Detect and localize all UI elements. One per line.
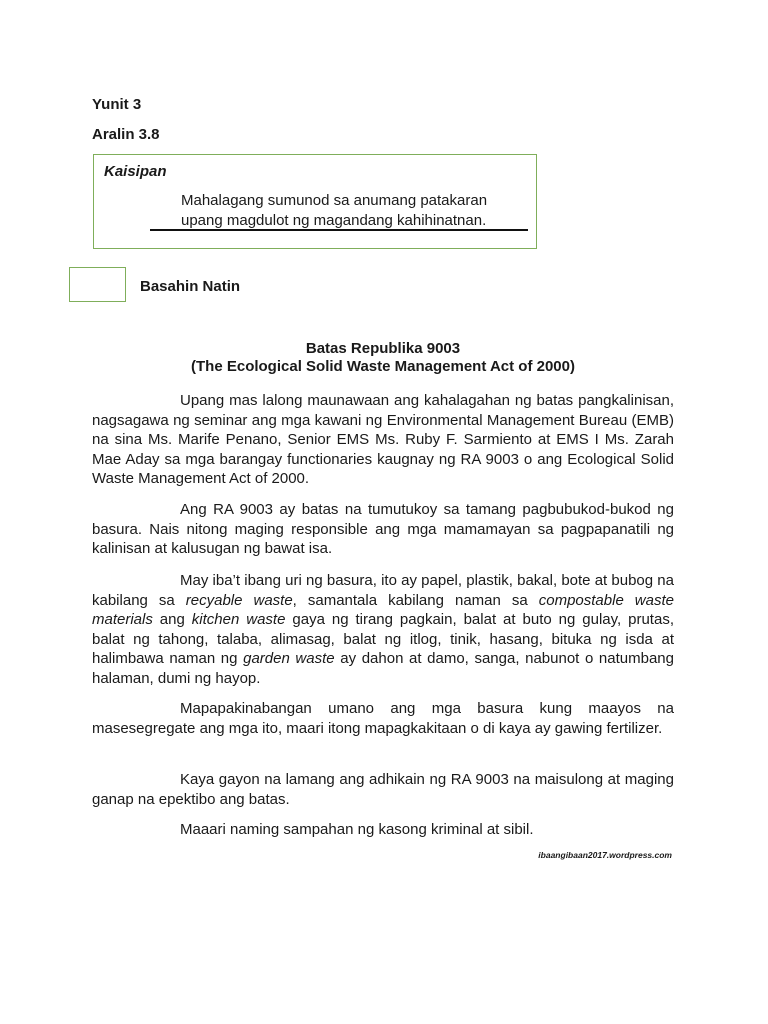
kaisipan-title: Kaisipan: [104, 163, 167, 180]
kaisipan-underline: [150, 229, 528, 231]
paragraph-3-part: ang: [152, 611, 192, 629]
paragraph-4: Mapapakinabangan umano ang mga basura kung maayos na masesegregate ang mga ito, maari itong mapagkakitaan o di kaya ay gawing fertilizer.: [92, 700, 674, 737]
paragraph-3: [92, 571, 674, 689]
paragraph-3-part: May iba’t ibang uri ng basura, ito ay papel, plastik, bakal, bote at bubog na kabilang sa: [92, 572, 674, 609]
unit-label: Yunit 3: [92, 96, 142, 113]
kaisipan-text: [181, 191, 521, 231]
term-garden-waste: garden waste: [243, 650, 335, 668]
section-icon-box: [69, 267, 126, 302]
paragraph-3-part: , samantala kabilang naman sa: [292, 591, 539, 609]
article-title: Batas Republika 9003: [305, 340, 461, 357]
section-label: Basahin Natin: [140, 278, 241, 295]
paragraph-3-part: gaya ng tirang pagkain, balat at buto ng gulay, prutas, balat ng tahong, talaba, alimasag, balat ng itlog, tinik, hasang, bituka ng isda at halimbawa naman ng: [92, 611, 674, 668]
kaisipan-line-1: Mahalagang sumunod sa anumang patakaran: [181, 192, 488, 209]
lesson-label: Aralin 3.8: [92, 126, 160, 143]
kaisipan-box: [93, 154, 537, 249]
kaisipan-line-2: upang magdulot ng magandang kahihinatnan.: [181, 212, 487, 229]
source-credit: ibaangibaan2017.wordpress.com: [538, 850, 672, 860]
term-compostable-waste: compostable waste materials: [92, 591, 674, 629]
term-recyable-waste: recyable waste: [185, 591, 293, 609]
paragraph-1: Upang mas lalong maunawaan ang kahalagahan ng batas pangkalinisan, nagsagawa ng seminar ang mga kawani ng Environmental Management Bureau (EMB) na sina Ms. Marife Penano, Senior EMS Ms. Ruby F. Sarmiento at EMS I Ms. Zarah Mae Aday sa mga barangay functionaries kaugnay ng RA 9003 o ang Ecological Solid Waste Management Act of 2000.: [92, 392, 674, 488]
article-subtitle: (The Ecological Solid Waste Management Act of 2000): [191, 358, 575, 375]
paragraph-2: Ang RA 9003 ay batas na tumutukoy sa tamang pagbubukod-bukod ng basura. Nais nitong maging responsible ang mga mamamayan sa pagpapanatili ng kalinisan at kalusugan ng bawat isa.: [92, 501, 674, 558]
term-kitchen-waste: kitchen waste: [191, 611, 286, 629]
paragraph-3-part: ay dahon at damo, sanga, nabunot o natumbang halaman, dumi ng hayop.: [92, 650, 674, 687]
paragraph-6: Maaari naming sampahan ng kasong kriminal at sibil.: [180, 821, 534, 838]
paragraph-5: Kaya gayon na lamang ang adhikain ng RA 9003 na maisulong at maging ganap na epektibo ang batas.: [92, 771, 674, 808]
article-heading: [92, 340, 674, 376]
